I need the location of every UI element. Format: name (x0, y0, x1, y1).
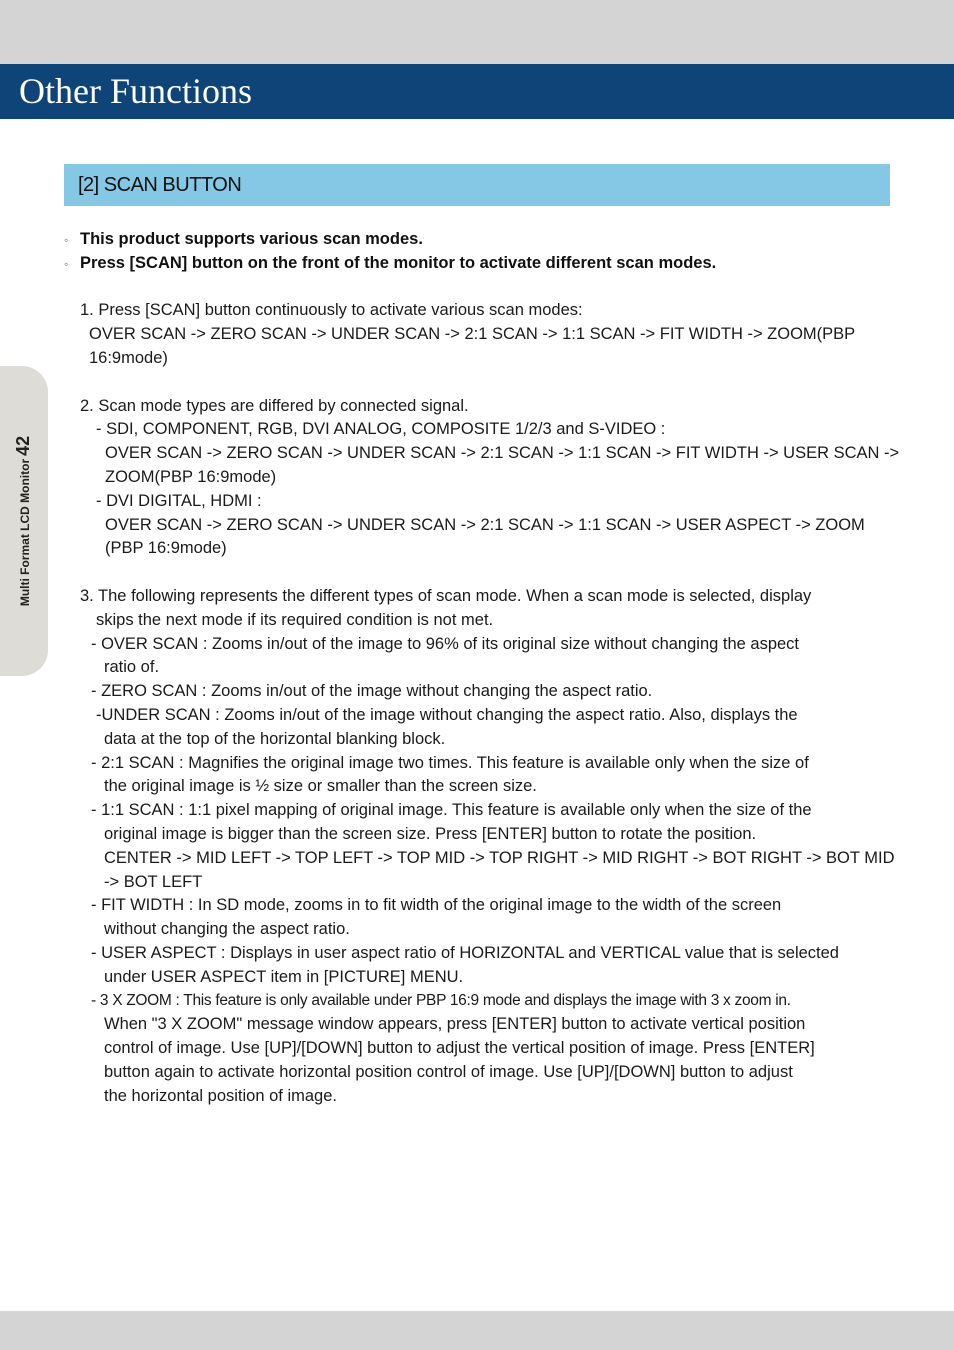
over-scan-desc: ratio of. (104, 658, 160, 676)
under-scan-desc: -UNDER SCAN : Zooms in/out of the image without changing the aspect ratio. Also, displays the (96, 706, 798, 724)
zoom-desc: the horizontal position of image. (104, 1087, 337, 1105)
item2-line: 2. Scan mode types are differed by connected signal. (80, 397, 469, 415)
fit-width-desc: - FIT WIDTH : In SD mode, zooms in to fit width of the original image to the width of the screen (91, 896, 782, 914)
bullet-icon: ◦ (64, 257, 69, 271)
item1-line: 1. Press [SCAN] button continuously to activate various scan modes: (80, 301, 583, 319)
fit-width-desc: without changing the aspect ratio. (104, 920, 350, 938)
section-heading: [2] SCAN BUTTON (78, 174, 242, 196)
one-one-scan-desc: -> BOT LEFT (104, 873, 203, 891)
zero-scan-desc: - ZERO SCAN : Zooms in/out of the image without changing the aspect ratio. (91, 682, 653, 700)
item3-line: skips the next mode if its required condition is not met. (96, 611, 494, 629)
item1-line: OVER SCAN -> ZERO SCAN -> UNDER SCAN -> 2:1 SCAN -> 1:1 SCAN -> FIT WIDTH -> ZOOM(PBP (89, 325, 856, 343)
bullet-item: ◦ Press [SCAN] button on the front of the monitor to activate different scan modes. (64, 251, 716, 276)
zoom-desc: - 3 X ZOOM : This feature is only available under PBP 16:9 mode and displays the image with 3 x zoom in. (91, 992, 791, 1009)
under-scan-desc: data at the top of the horizontal blanking block. (104, 730, 446, 748)
user-aspect-desc: under USER ASPECT item in [PICTURE] MENU. (104, 968, 464, 986)
zoom-desc: button again to activate horizontal position control of image. Use [UP]/[DOWN] button to adjust (104, 1063, 793, 1081)
item2-line: OVER SCAN -> ZERO SCAN -> UNDER SCAN -> 2:1 SCAN -> 1:1 SCAN -> FIT WIDTH -> USER SCAN -> (105, 444, 900, 462)
page-title: Other Functions (19, 71, 252, 111)
two-one-scan-desc: - 2:1 SCAN : Magnifies the original image two times. This feature is available only when the size of (91, 754, 809, 772)
two-one-scan-desc: the original image is ½ size or smaller than the screen size. (104, 777, 537, 795)
item2-subhead: - DVI DIGITAL, HDMI : (96, 492, 262, 510)
item2-subhead: - SDI, COMPONENT, RGB, DVI ANALOG, COMPOSITE 1/2/3 and S-VIDEO : (96, 420, 666, 438)
item3-line: 3. The following represents the different types of scan mode. When a scan mode is selected, display (80, 587, 812, 605)
page-number: 42 (13, 435, 33, 456)
one-one-scan-desc: original image is bigger than the screen size. Press [ENTER] button to rotate the position. (104, 825, 757, 843)
one-one-scan-desc: CENTER -> MID LEFT -> TOP LEFT -> TOP MID -> TOP RIGHT -> MID RIGHT -> BOT RIGHT -> BOT MID (104, 849, 895, 867)
item2-line: (PBP 16:9mode) (105, 539, 227, 557)
product-name: Multi Format LCD Monitor (18, 458, 32, 607)
user-aspect-desc: - USER ASPECT : Displays in user aspect ratio of HORIZONTAL and VERTICAL value that is selected (91, 944, 839, 962)
over-scan-desc: - OVER SCAN : Zooms in/out of the image to 96% of its original size without changing the aspect (91, 635, 800, 653)
zoom-desc: control of image. Use [UP]/[DOWN] button to adjust the vertical position of image. Press [ENTER] (104, 1039, 815, 1057)
bullet-item: ◦ This product supports various scan modes. (64, 227, 423, 252)
item2-line: ZOOM(PBP 16:9mode) (105, 468, 277, 486)
top-margin-band (0, 0, 954, 64)
item1-line: 16:9mode) (89, 349, 168, 367)
zoom-desc: When "3 X ZOOM" message window appears, press [ENTER] button to activate vertical position (104, 1015, 806, 1033)
side-label (13, 391, 33, 651)
bullet-icon: ◦ (64, 233, 69, 247)
item2-line: OVER SCAN -> ZERO SCAN -> UNDER SCAN -> 2:1 SCAN -> 1:1 SCAN -> USER ASPECT -> ZOOM (105, 516, 865, 534)
bottom-margin-band (0, 1311, 954, 1350)
one-one-scan-desc: - 1:1 SCAN : 1:1 pixel mapping of original image. This feature is available only when the size of the (91, 801, 812, 819)
section-heading-bar (64, 164, 890, 206)
